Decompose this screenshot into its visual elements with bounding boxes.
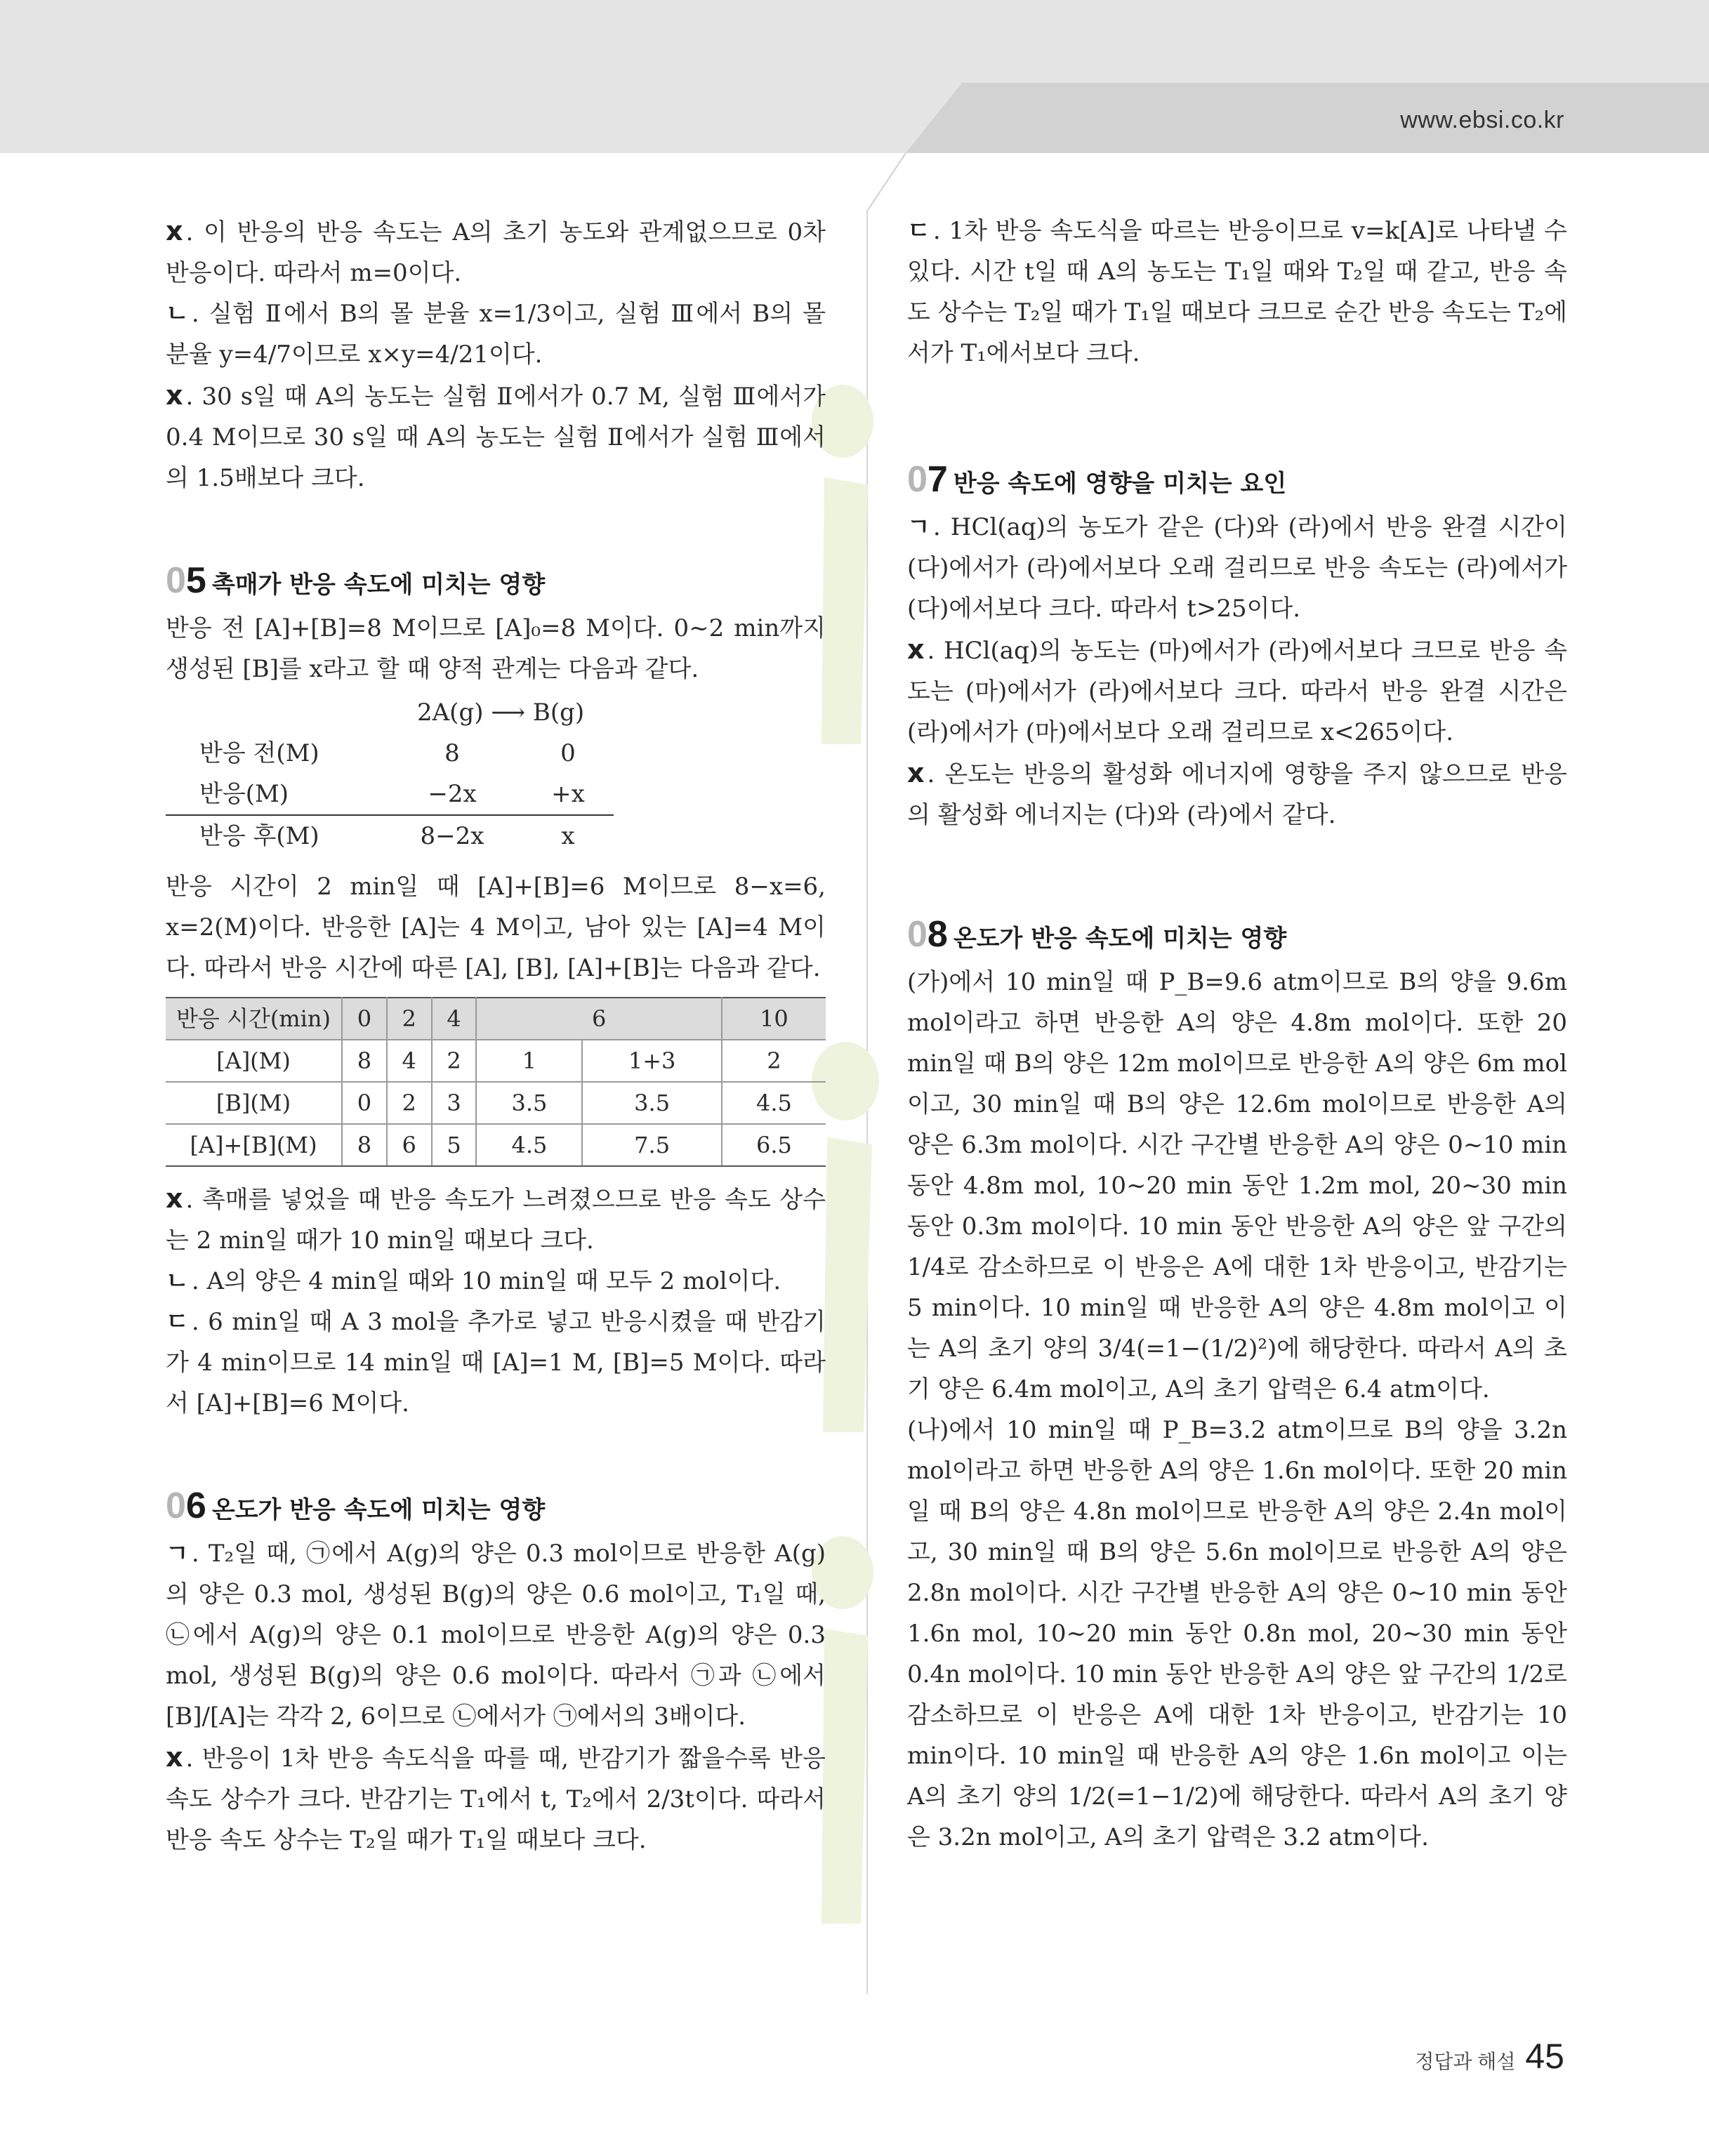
paragraph: (나)에서 10 min일 때 P_B=3.2 atm이므로 B의 양을 3.2n mol이라고 하면 반응한 A의 양은 1.6n mol이다. 또한 20 min일 때 B의 양은 4.8n mol이므로 반응한 A의 양은 2.4n mol이고, 30 min일 때 B의 양은 5.6n mol이므로 반응한 A의 양은 2.8n mol이다. 시간 구간별 반응한 A의 양은 0~10 min 동안 1.6n mol, 10~20 min 동안 0.8n mol, 20~30 min 동안 0.4n mol이다. 10 min 동안 반응한 A의 양은 앞 구간의 1/2로 감소하므로 이 반응은 A에 대한 1차 반응이고, 반감기는 10 min이다. 10 min일 때 반응한 A의 양은 1.6n mol이고 이는 A의 초기 양의 1/2(=1−1/2)에 해당한다. 따라서 A의 초기 양은 3.2n mol이고, A의 초기 압력은 3.2 atm이다.	[907, 1416, 1567, 1851]
correct-mark-icon: ㄱ	[907, 513, 930, 541]
section-number: 08	[907, 914, 948, 955]
answer-text: . 30 s일 때 A의 농도는 실험 Ⅱ에서가 0.7 M, 실험 Ⅲ에서가 0.4 M이므로 30 s일 때 A의 농도는 실험 Ⅱ에서가 실험 Ⅲ에서의 1.5배보다 크다.	[166, 383, 826, 492]
wrong-mark-icon: x	[166, 216, 183, 246]
paragraph: 반응 시간이 2 min일 때 [A]+[B]=6 M이므로 8−x=6, x=2(M)이다. 반응한 [A]는 4 M이고, 남아 있는 [A]=4 M이다. 따라서 반응 시간에 따른 [A], [B], [A]+[B]는 다음과 같다.	[166, 873, 826, 982]
answer-item	[166, 211, 826, 293]
answer-item	[907, 629, 1567, 753]
answer-text: . 촉매를 넣었을 때 반응 속도가 느려졌으므로 반응 속도 상수는 2 min일 때가 10 min일 때보다 크다.	[166, 1186, 826, 1255]
reaction-stoichiometry-table	[166, 692, 614, 857]
concentration-table	[166, 997, 826, 1167]
section-title-05	[166, 559, 826, 607]
section-heading: 촉매가 반응 속도에 미치는 영향	[211, 571, 546, 599]
reaction-equation: 2A(g) ⟶ B(g)	[417, 699, 585, 727]
wrong-mark-icon: x	[166, 1183, 183, 1214]
footer-label: 정답과 해설	[1415, 2051, 1516, 2072]
header-band	[0, 0, 1709, 153]
wrong-mark-icon: x	[907, 758, 925, 788]
table-row: 반응 전(M) 8 0	[199, 739, 576, 767]
answer-item	[166, 1302, 826, 1424]
correct-mark-icon: ㄴ	[166, 1267, 189, 1295]
answer-text: . A의 양은 4 min일 때와 10 min일 때 모두 2 mol이다.	[191, 1267, 781, 1295]
answer-item	[907, 753, 1567, 835]
section-number: 06	[166, 1486, 206, 1526]
correct-mark-icon: ㄱ	[166, 1540, 189, 1568]
section-title-06	[166, 1484, 826, 1532]
answer-item	[166, 1178, 826, 1261]
answer-text: . HCl(aq)의 농도는 (마)에서가 (라)에서보다 크므로 반응 속도는 (마)에서가 (라)에서보다 크다. 따라서 반응 완결 시간은 (라)에서가 (마)에서보다 오래 걸리므로 x<265이다.	[907, 637, 1567, 746]
answer-item	[166, 375, 826, 498]
correct-mark-icon: ㄷ	[907, 217, 930, 245]
section-title-08	[907, 913, 1567, 960]
right-column	[907, 211, 1567, 1858]
answer-item	[166, 1261, 826, 1302]
answer-text: . 1차 반응 속도식을 따르는 반응이므로 v=k[A]로 나타낼 수 있다. 시간 t일 때 A의 농도는 T₁일 때와 T₂일 때 같고, 반응 속도 상수는 T₂일 때가 T₁일 때보다 크므로 순간 반응 속도는 T₂에서가 T₁에서보다 크다.	[907, 217, 1567, 367]
answer-text: . 6 min일 때 A 3 mol을 추가로 넣고 반응시켰을 때 반감기가 4 min이므로 14 min일 때 [A]=1 M, [B]=5 M이다. 따라서 [A]+[B]=6 M이다.	[166, 1308, 826, 1417]
table-row: [A]+[B](M) 8 6 5 4.5 7.5 6.5	[166, 1124, 826, 1166]
section-number: 07	[907, 459, 948, 500]
table-header-row: 반응 시간(min) 0 2 4 6 10	[166, 998, 826, 1040]
answer-item	[166, 1533, 826, 1737]
table-row: [A](M) 8 4 2 1 1+3 2	[166, 1040, 826, 1082]
correct-mark-icon: ㄴ	[166, 300, 189, 328]
section-heading: 반응 속도에 영향을 미치는 요인	[953, 470, 1287, 498]
answer-item	[166, 1737, 826, 1860]
paragraph: (가)에서 10 min일 때 P_B=9.6 atm이므로 B의 양을 9.6m mol이라고 하면 반응한 A의 양은 4.8m mol이다. 또한 20 min일 때 B의 양은 12m mol이므로 반응한 A의 양은 6m mol이고, 30 min일 때 B의 양은 12.6m mol이므로 반응한 A의 양은 6.3m mol이다. 시간 구간별 반응한 A의 양은 0~10 min 동안 4.8m mol, 10~20 min 동안 1.2m mol, 20~30 min 동안 0.3m mol이다. 10 min 동안 반응한 A의 양은 앞 구간의 1/4로 감소하므로 이 반응은 A에 대한 1차 반응이고, 반감기는 5 min이다. 10 min일 때 반응한 A의 양은 4.8m mol이고 이는 A의 초기 양의 3/4(=1−(1/2)²)에 해당한다. 따라서 A의 초기 양은 6.4m mol이고, A의 초기 압력은 6.4 atm이다.	[907, 968, 1567, 1403]
answer-text: . HCl(aq)의 농도가 같은 (다)와 (라)에서 반응 완결 시간이 (다)에서가 (라)에서보다 오래 걸리므로 반응 속도는 (라)에서가 (다)에서보다 크다. 따라서 t>25이다.	[907, 513, 1567, 623]
table-row: 반응(M) −2x +x	[199, 780, 585, 808]
answer-item	[166, 293, 826, 375]
page-number: 45	[1525, 2037, 1564, 2076]
wrong-mark-icon: x	[907, 634, 925, 665]
section-number: 05	[166, 560, 206, 601]
answer-text: . 이 반응의 반응 속도는 A의 초기 농도와 관계없으므로 0차 반응이다. 따라서 m=0이다.	[166, 218, 826, 287]
wrong-mark-icon: x	[166, 1742, 183, 1773]
answer-text: . T₂일 때, ㉠에서 A(g)의 양은 0.3 mol이므로 반응한 A(g)의 양은 0.3 mol, 생성된 B(g)의 양은 0.6 mol이고, T₁일 때, ㉡에서 A(g)의 양은 0.1 mol이므로 반응한 A(g)의 양은 0.3 mol, 생성된 B(g)의 양은 0.6 mol이다. 따라서 ㉠과 ㉡에서 [B]/[A]는 각각 2, 6이므로 ㉡에서가 ㉠에서의 3배이다.	[166, 1540, 826, 1731]
answer-item	[907, 211, 1567, 373]
answer-text: . 실험 Ⅱ에서 B의 몰 분율 x=1/3이고, 실험 Ⅲ에서 B의 몰 분율 y=4/7이므로 x×y=4/21이다.	[166, 300, 826, 369]
section-title-07	[907, 458, 1567, 505]
table-row: 반응 후(M) 8−2x x	[166, 815, 614, 857]
answer-text: . 온도는 반응의 활성화 에너지에 영향을 주지 않으므로 반응의 활성화 에너지는 (다)와 (라)에서 같다.	[907, 760, 1567, 829]
correct-mark-icon: ㄷ	[166, 1308, 189, 1336]
section-heading: 온도가 반응 속도에 미치는 영향	[953, 925, 1287, 953]
answer-text: . 반응이 1차 반응 속도식을 따를 때, 반감기가 짧을수록 반응 속도 상수가 크다. 반감기는 T₁에서 t, T₂에서 2/3t이다. 따라서 반응 속도 상수는 T₂일 때가 T₁일 때보다 크다.	[166, 1745, 826, 1854]
header-tab	[906, 83, 1709, 153]
left-column	[166, 211, 826, 1860]
page-footer	[1415, 2036, 1564, 2077]
paragraph: 반응 전 [A]+[B]=8 M이므로 [A]₀=8 M이다. 0~2 min까지 생성된 [B]를 x라고 할 때 양적 관계는 다음과 같다.	[166, 614, 826, 683]
table-row: [B](M) 0 2 3 3.5 3.5 4.5	[166, 1082, 826, 1124]
section-heading: 온도가 반응 속도에 미치는 영향	[211, 1496, 546, 1524]
answer-item	[907, 507, 1567, 629]
wrong-mark-icon: x	[166, 380, 183, 411]
site-url[interactable]: www.ebsi.co.kr	[1400, 107, 1564, 133]
